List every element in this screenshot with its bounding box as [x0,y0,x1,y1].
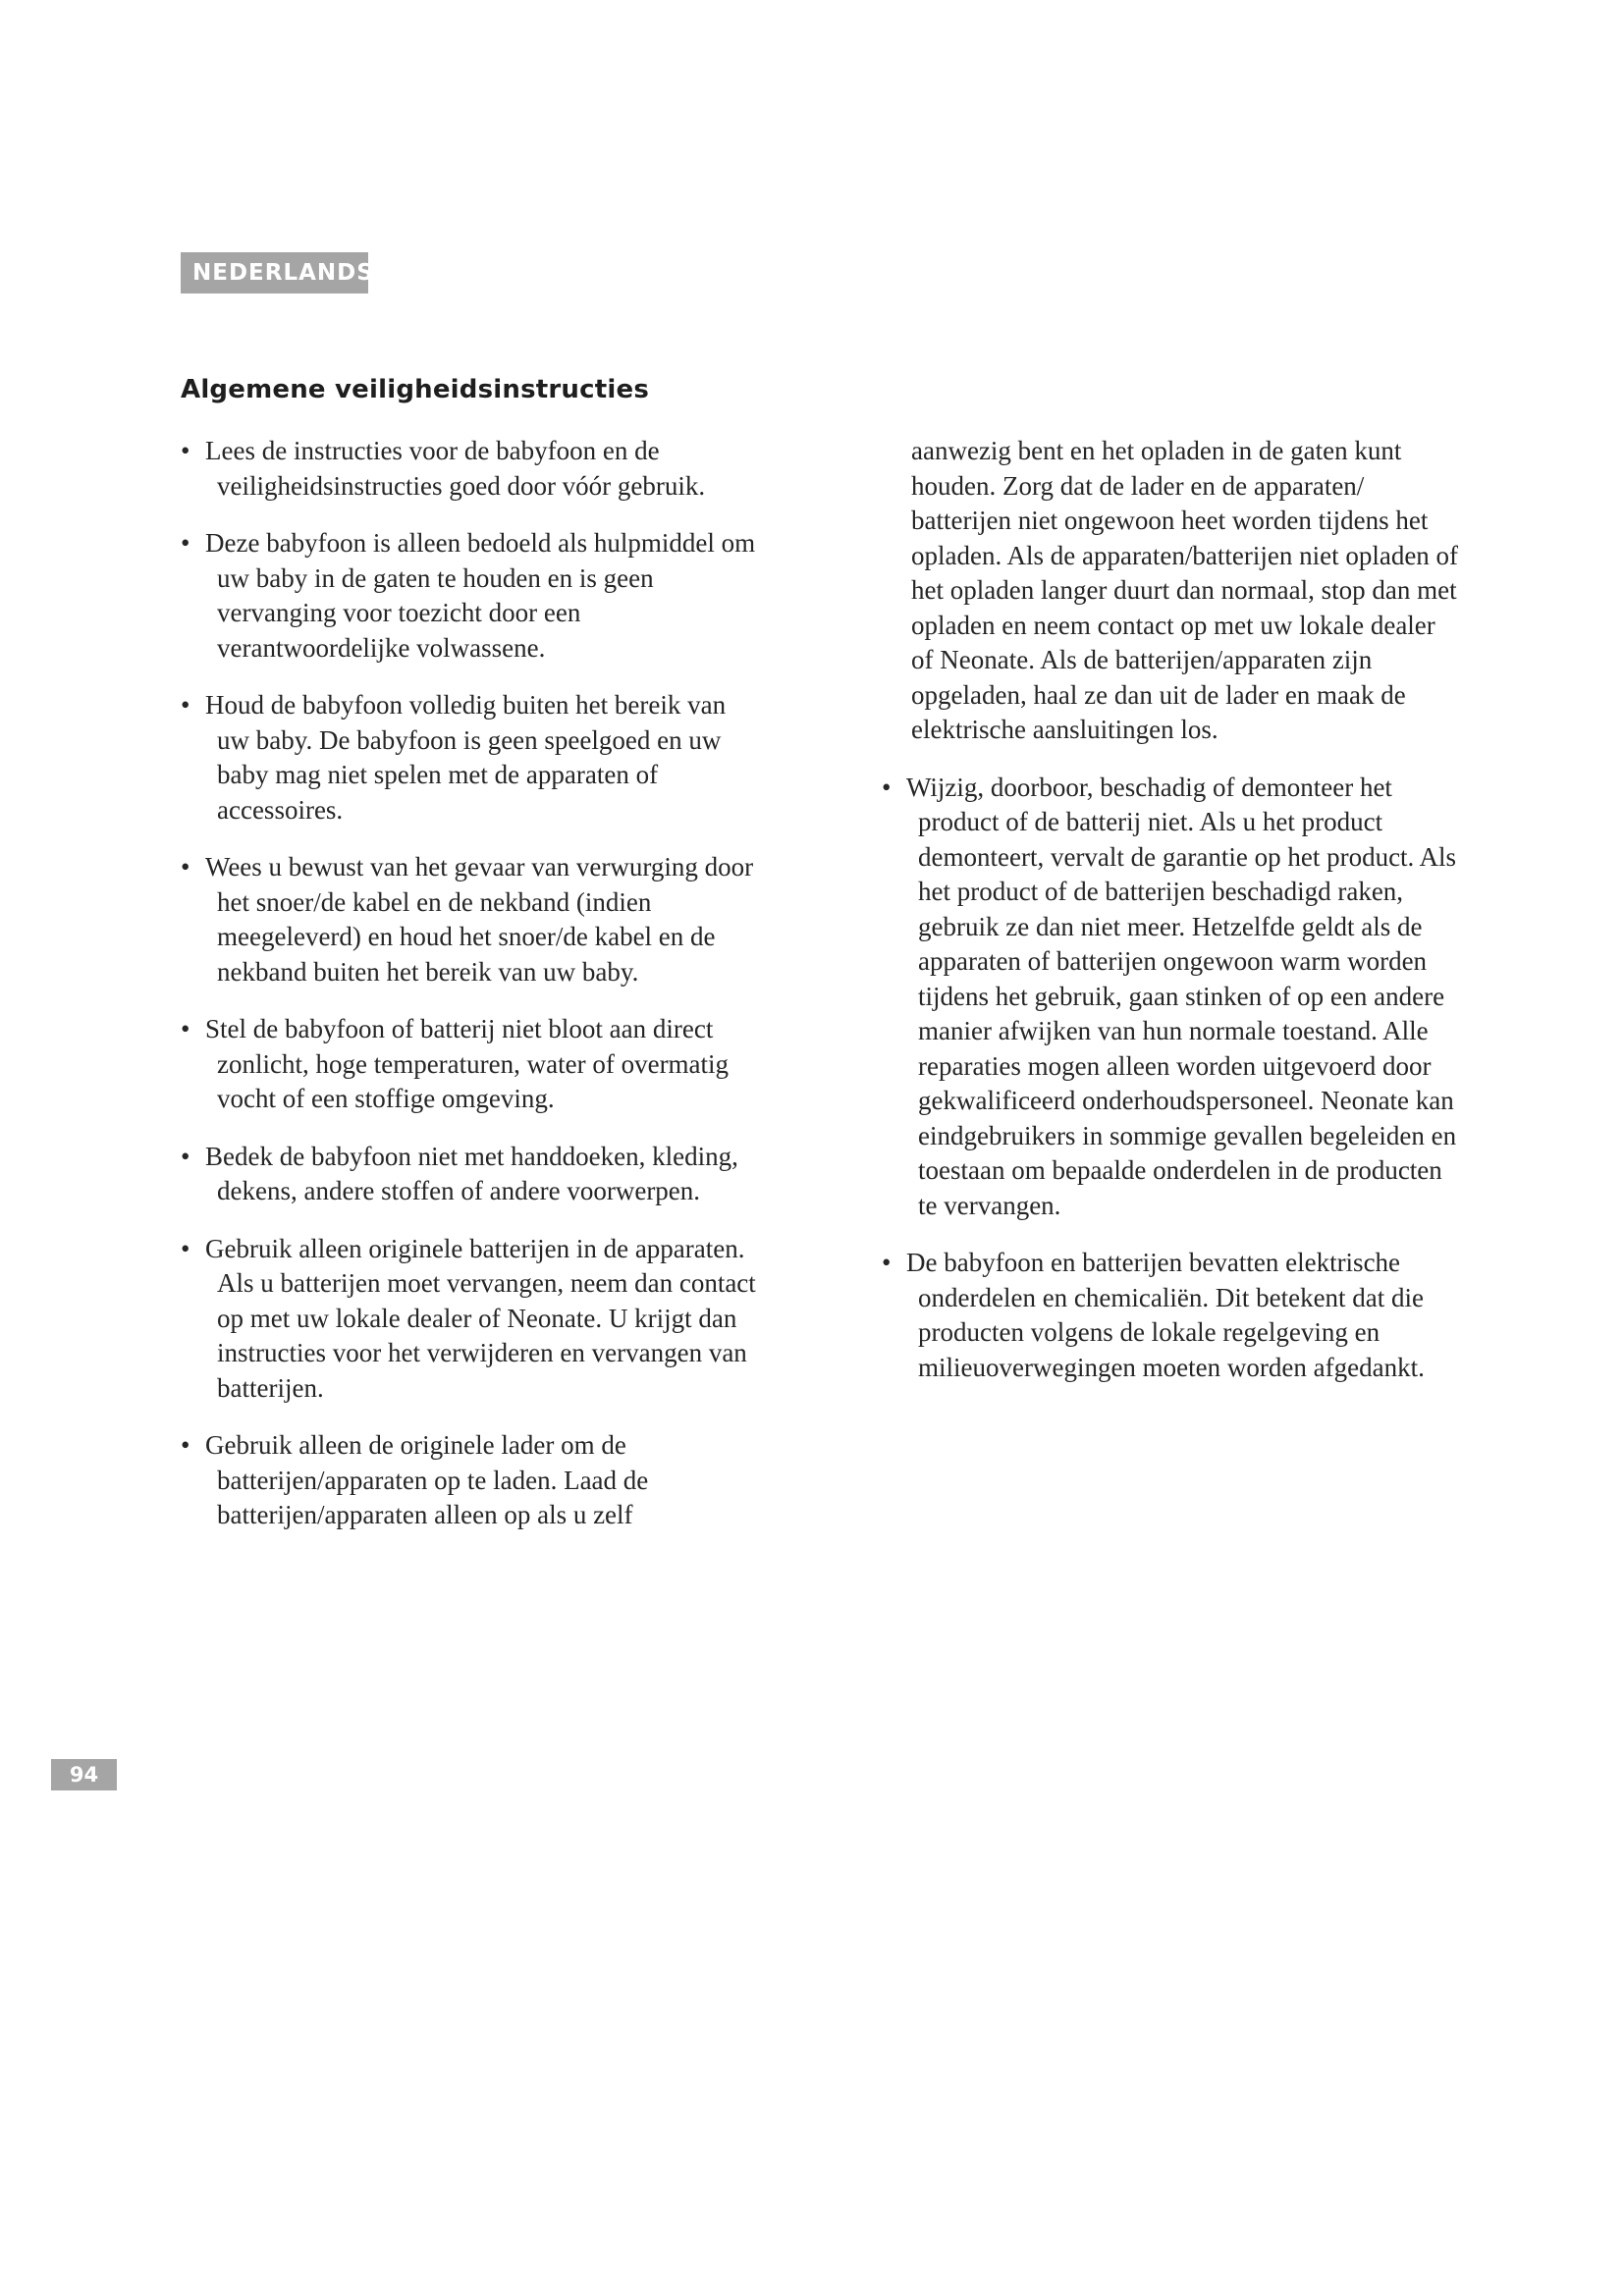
bullet-icon: • [181,1014,190,1043]
list-item-text: Gebruik alleen originele batterijen in de apparaten. Als u batterijen moet vervangen, neem dan contact op met uw lokale dealer of Neonate. U krijgt dan instructies voor het verwijderen en vervangen van batterijen. [205,1233,756,1403]
list-item [882,1246,1461,1385]
bullet-icon: • [181,852,190,881]
list-item [181,434,760,504]
right-bullet-list [882,771,1461,1386]
list-item [882,771,1461,1224]
bullet-icon: • [181,1430,190,1460]
bullet-icon: • [181,436,190,465]
list-item [181,1428,760,1533]
list-item-text: Stel de babyfoon of batterij niet bloot aan direct zonlicht, hoge temperaturen, water of overmatig vocht of een stoffige omgeving. [205,1014,730,1113]
list-item [181,850,760,989]
list-item-text: Deze babyfoon is alleen bedoeld als hulpmiddel om uw baby in de gaten te houden en is geen vervanging voor toezicht door een verantwoordelijke volwassene. [205,528,756,663]
bullet-icon: • [181,1233,190,1263]
language-tab: NEDERLANDS [181,252,368,294]
section-title: Algemene veiligheidsinstructies [181,375,649,404]
continued-paragraph: aanwezig bent en het opladen in de gaten kunt houden. Zorg dat de lader en de apparaten/ batterijen niet ongewoon heet worden tijdens het opladen. Als de apparaten/batterijen niet opladen of het opladen langer duurt dan normaal, stop dan met opladen en neem contact op met uw lokale dealer of Neonate. Als de batterijen/apparaten zijn opgeladen, haal ze dan uit de lader en maak de elektrische aansluitingen los. [911,436,1459,744]
bullet-icon: • [181,690,190,720]
bullet-icon: • [882,1248,892,1277]
list-item [181,1140,760,1209]
list-item-text: Wees u bewust van het gevaar van verwurging door het snoer/de kabel en de nekband (indien meegeleverd) en houd het snoer/de kabel en de nekband buiten het bereik van uw baby. [205,852,754,987]
list-item-text: Wijzig, doorboor, beschadig of demonteer het product of de batterij niet. Als u het product demonteert, vervalt de garantie op het product. Als het product of de batterijen beschadigd raken, gebruik ze dan niet meer. Hetzelfde geldt als de apparaten of batterijen ongewoon warm worden tijdens het gebruik, gaan stinken of op een andere manier afwijken van hun normale toestand. Alle reparaties mogen alleen worden uitgevoerd door gekwalificeerd onderhoudspersoneel. Neonate kan eindgebruikers in sommige gevallen begeleiden en toestaan om bepaalde onderdelen in de producten te vervangen. [906,772,1457,1220]
bullet-icon: • [882,772,892,802]
list-item-text: Bedek de babyfoon niet met handdoeken, kleding, dekens, andere stoffen of andere voorwerpen. [205,1141,738,1205]
list-item [181,1232,760,1407]
list-item [181,526,760,666]
bullet-icon: • [181,1141,190,1171]
list-item [181,688,760,828]
list-item-text: Lees de instructies voor de babyfoon en de veiligheidsinstructies goed door vóór gebruik. [205,436,706,501]
list-item-text: De babyfoon en batterijen bevatten elektrische onderdelen en chemicaliën. Dit betekent dat die producten volgens de lokale regelgeving en milieuoverwegingen moeten worden afgedankt. [906,1248,1425,1382]
list-item [181,1012,760,1117]
left-bullet-list [181,434,760,1533]
left-column [181,434,760,1533]
right-column [882,434,1461,1385]
bullet-icon: • [181,528,190,558]
page-number: 94 [51,1759,117,1790]
list-item-text: Houd de babyfoon volledig buiten het bereik van uw baby. De babyfoon is geen speelgoed en uw baby mag niet spelen met de apparaten of accessoires. [205,690,727,825]
list-item-text: Gebruik alleen de originele lader om de batterijen/apparaten op te laden. Laad de batterijen/apparaten alleen op als u zelf [205,1430,649,1529]
